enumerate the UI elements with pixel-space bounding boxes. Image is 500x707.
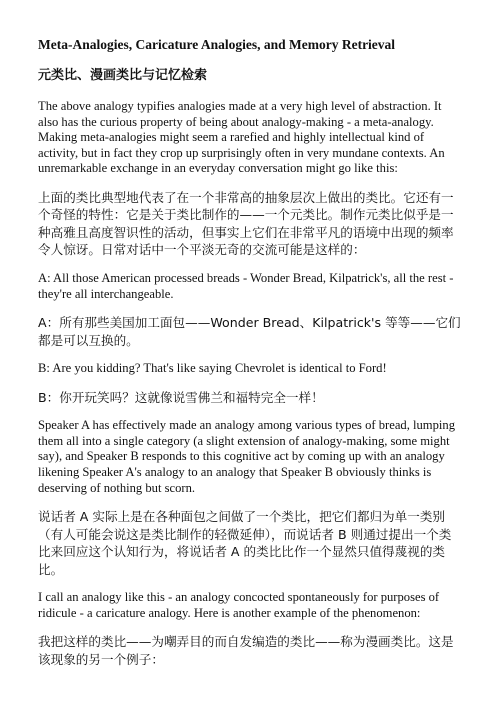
paragraph-en-4: Speaker A has effectively made an analogy among various types of bread, lumping them all into a single category (a slight extension of analogy-making, some might say), and Speaker B responds to this cognitive act by coming up with an analogy likening Speaker A's analogy to an analogy that Speaker B obviously thinks is deserving of nothing but scorn. xyxy=(38,418,455,495)
paragraph-en-3: B: Are you kidding? That's like saying Chevrolet is identical to Ford! xyxy=(38,361,387,376)
page-title: Meta-Analogies, Caricature Analogies, and Memory Retrieval xyxy=(38,37,396,52)
paragraph-zh-1: 上面的类比典型地代表了在一个非常高的抽象层次上做出的类比。它还有一个奇怪的特性：它是关于类比制作的——一个元类比。制作元类比似乎是一种高雅且高度智识性的活动，但事实上它们在非常平凡的语境中出现的频率令人惊讶。日常对话中一个平淡无奇的交流可能是这样的： xyxy=(38,189,454,258)
paragraph-zh-5: 我把这样的类比——为嘲弄目的而自发编造的类比——称为漫画类比。这是该现象的另一个例子： xyxy=(38,634,454,667)
paragraph-zh-3: B：你开玩笑吗？这就像说雪佛兰和福特完全一样！ xyxy=(38,389,324,405)
paragraph-en-5: I call an analogy like this - an analogy concocted spontaneously for purposes of ridicule - a caricature analogy. Here is another example of the phenomenon: xyxy=(38,590,440,620)
paragraph-zh-2: A：所有那些美国加工面包——Wonder Bread、Kilpatrick's 等等——它们都是可以互换的。 xyxy=(38,315,461,348)
paragraph-zh-4: 说话者 A 实际上是在各种面包之间做了一个类比，把它们都归为单一类别（有人可能会说这是类比制作的轻微延伸），而说话者 B 则通过提出一个类比来回应这个认知行为，将说话者 A 的类比比作一个显然只值得蔑视的类比。 xyxy=(38,509,452,577)
chinese-title: 元类比、漫画类比与记忆检索 xyxy=(38,68,208,83)
paragraph-en-1: The above analogy typifies analogies made at a very high level of abstraction. It also has the curious property of being about analogy-making - a meta-analogy. Making meta-analogies might seem a rarefied and highly intellectual kind of activity, but in fact they crop up surprisingly often in very mundane contexts. An unremarkable exchange in an everyday conversation might go like this: xyxy=(38,99,445,176)
paragraph-en-2: A: All those American processed breads - Wonder Bread, Kilpatrick's, all the rest - they're all interchangeable. xyxy=(38,270,454,301)
